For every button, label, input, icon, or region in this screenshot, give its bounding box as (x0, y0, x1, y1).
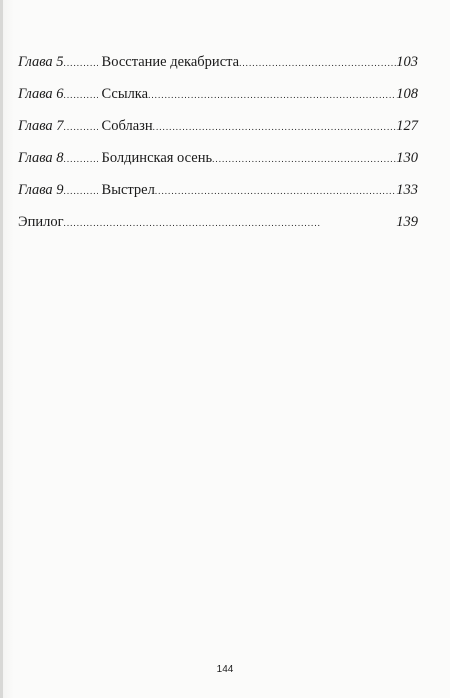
chapter-number: Глава 6 (18, 86, 64, 102)
chapter-number: Глава 8 (18, 150, 64, 166)
dot-leader (64, 212, 397, 233)
dot-leader (212, 148, 396, 169)
toc-entry-chapter-5 (18, 52, 418, 72)
toc-entry-chapter-8 (18, 148, 418, 168)
chapter-title: Выстрел (101, 182, 155, 198)
dot-leader (64, 148, 98, 169)
table-of-contents (18, 52, 418, 244)
toc-entry-chapter-9 (18, 180, 418, 200)
chapter-title: Ссылка (101, 86, 149, 102)
chapter-title: Болдинская осень (101, 150, 213, 166)
toc-entry-chapter-6 (18, 84, 418, 104)
page-reference: 130 (396, 150, 418, 166)
dot-leader (64, 180, 98, 201)
dot-leader (64, 116, 98, 137)
page-reference: 103 (396, 54, 418, 70)
page-edge (0, 0, 3, 698)
page-reference: 133 (396, 182, 418, 198)
dot-leader (148, 84, 396, 105)
dot-leader (153, 116, 397, 137)
dot-leader (64, 52, 98, 73)
page-number: 144 (216, 664, 234, 675)
dot-leader (239, 52, 396, 73)
epilogue-title: Эпилог (18, 214, 64, 230)
chapter-number: Глава 7 (18, 118, 64, 134)
toc-entry-epilogue (18, 212, 418, 232)
toc-entry-chapter-7 (18, 116, 418, 136)
dot-leader (64, 84, 98, 105)
dot-leader (155, 180, 396, 201)
page-reference: 139 (396, 214, 418, 230)
page-reference: 108 (396, 86, 418, 102)
chapter-title: Восстание декабриста (101, 54, 240, 70)
chapter-title: Соблазн (101, 118, 153, 134)
page-reference: 127 (396, 118, 418, 134)
chapter-number: Глава 5 (18, 54, 64, 70)
chapter-number: Глава 9 (18, 182, 64, 198)
